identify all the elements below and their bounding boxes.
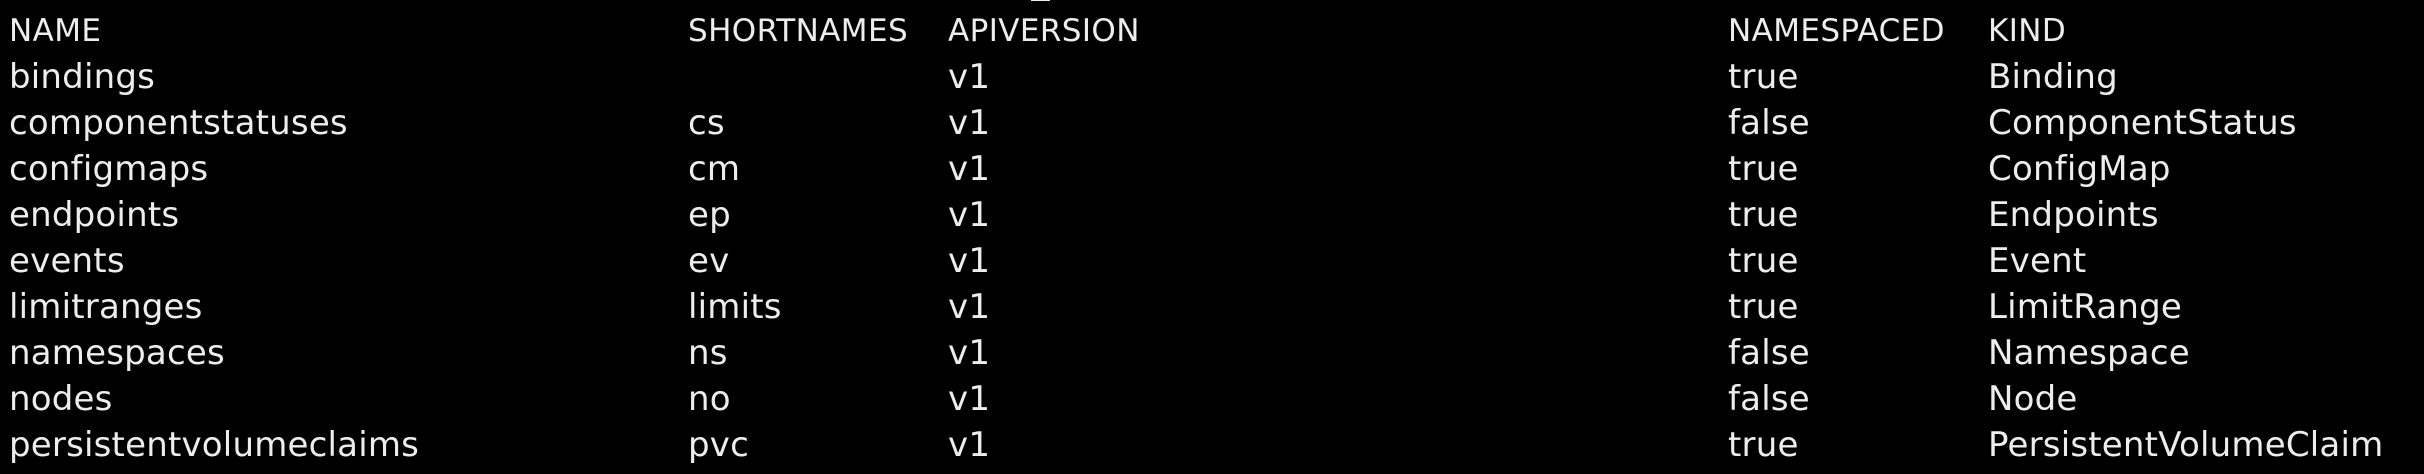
table-row bbox=[0, 376, 2424, 422]
cell-name: events bbox=[9, 241, 125, 281]
cell-apiversion: v1 bbox=[948, 195, 991, 235]
cell-name: configmaps bbox=[9, 149, 209, 189]
cell-apiversion: v1 bbox=[948, 333, 991, 373]
cell-kind: Binding bbox=[1988, 57, 2118, 97]
header-apiversion: APIVERSION bbox=[948, 13, 1140, 49]
cell-name: componentstatuses bbox=[9, 103, 348, 143]
cell-namespaced: false bbox=[1728, 333, 1810, 373]
cell-kind: Endpoints bbox=[1988, 195, 2159, 235]
table-row bbox=[0, 330, 2424, 376]
cell-kind: PersistentVolumeClaim bbox=[1988, 425, 2384, 465]
cell-apiversion: v1 bbox=[948, 241, 991, 281]
table-row bbox=[0, 192, 2424, 238]
cell-kind: ConfigMap bbox=[1988, 149, 2171, 189]
cell-shortnames: pvc bbox=[688, 425, 749, 465]
cell-name: bindings bbox=[9, 57, 156, 97]
cell-shortnames: cm bbox=[688, 149, 741, 189]
cell-name: endpoints bbox=[9, 195, 180, 235]
cell-shortnames: no bbox=[688, 379, 731, 419]
cell-name: namespaces bbox=[9, 333, 225, 373]
cell-namespaced: true bbox=[1728, 57, 1799, 97]
cell-kind: ComponentStatus bbox=[1988, 103, 2297, 143]
cell-apiversion: v1 bbox=[948, 287, 991, 327]
cell-name: nodes bbox=[9, 379, 113, 419]
cell-kind: Namespace bbox=[1988, 333, 2190, 373]
table-header-row bbox=[0, 8, 2424, 54]
cell-shortnames: ep bbox=[688, 195, 731, 235]
table-row bbox=[0, 100, 2424, 146]
table-row bbox=[0, 146, 2424, 192]
cell-shortnames: ns bbox=[688, 333, 728, 373]
cell-apiversion: v1 bbox=[948, 149, 991, 189]
header-namespaced: NAMESPACED bbox=[1728, 13, 1945, 49]
cell-namespaced: true bbox=[1728, 149, 1799, 189]
table-row bbox=[0, 54, 2424, 100]
cell-namespaced: true bbox=[1728, 241, 1799, 281]
cell-namespaced: true bbox=[1728, 425, 1799, 465]
cell-shortnames: cs bbox=[688, 103, 725, 143]
table-row bbox=[0, 238, 2424, 284]
cell-namespaced: false bbox=[1728, 103, 1810, 143]
cell-apiversion: v1 bbox=[948, 103, 991, 143]
cell-kind: LimitRange bbox=[1988, 287, 2183, 327]
cell-shortnames: ev bbox=[688, 241, 730, 281]
cell-namespaced: true bbox=[1728, 287, 1799, 327]
cell-namespaced: false bbox=[1728, 379, 1810, 419]
cell-kind: Event bbox=[1988, 241, 2087, 281]
header-name: NAME bbox=[9, 13, 102, 49]
cell-namespaced: true bbox=[1728, 195, 1799, 235]
cell-apiversion: v1 bbox=[948, 57, 991, 97]
cell-apiversion: v1 bbox=[948, 379, 991, 419]
table-row bbox=[0, 284, 2424, 330]
text-fragment-mark bbox=[1031, 0, 1050, 1]
cell-kind: Node bbox=[1988, 379, 2078, 419]
cell-name: persistentvolumeclaims bbox=[9, 425, 420, 465]
cell-name: limitranges bbox=[9, 287, 203, 327]
table-row bbox=[0, 422, 2424, 468]
header-shortnames: SHORTNAMES bbox=[688, 13, 909, 49]
cell-shortnames: limits bbox=[688, 287, 782, 327]
header-kind: KIND bbox=[1988, 13, 2067, 49]
cell-apiversion: v1 bbox=[948, 425, 991, 465]
